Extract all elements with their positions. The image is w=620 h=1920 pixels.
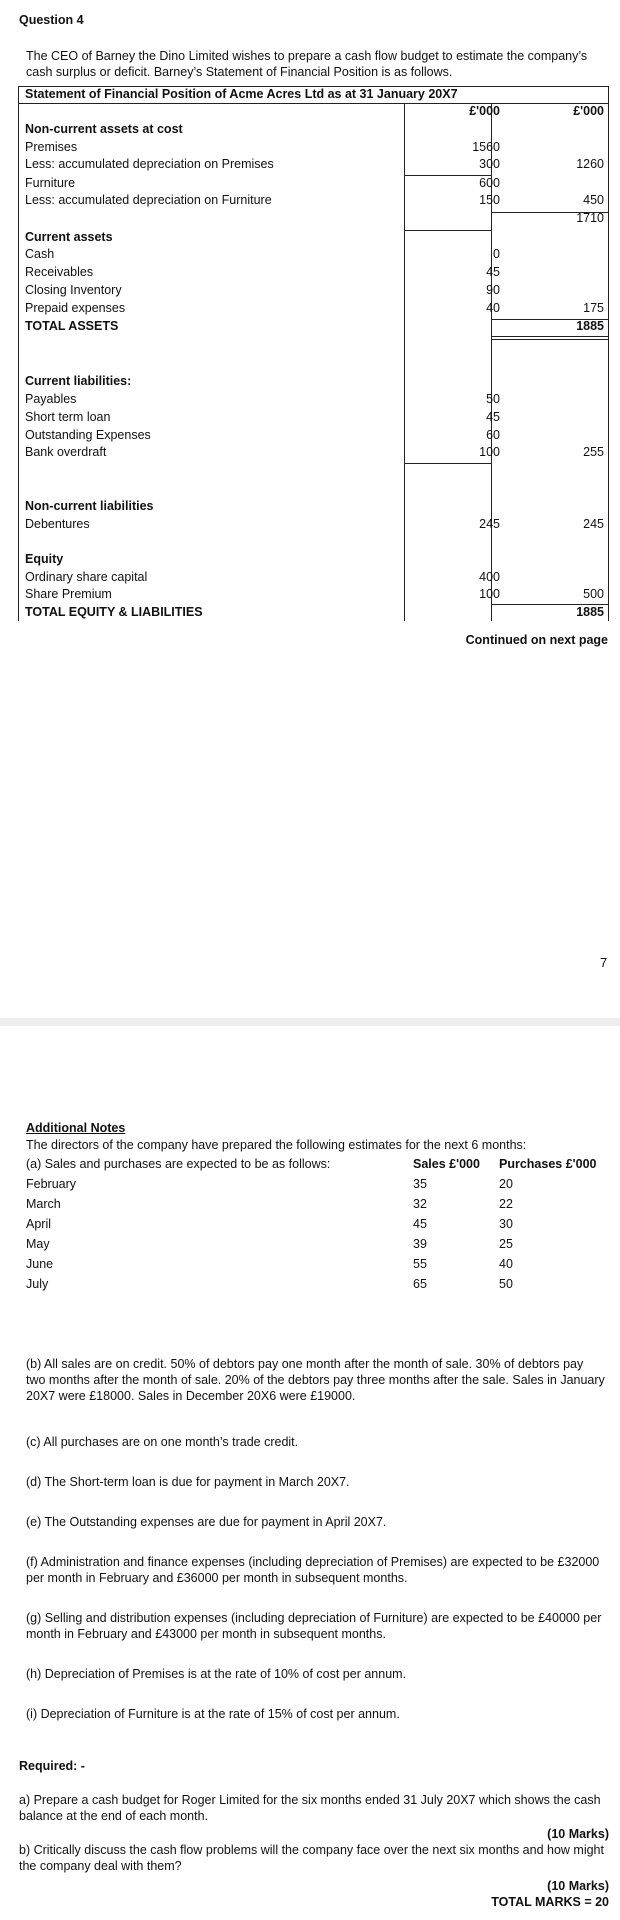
cash-value: 0: [493, 247, 500, 261]
month-row-sales: 65: [413, 1277, 427, 1291]
note-b: (b) All sales are on credit. 50% of debtors pay one month after the month of sale. 30% of debtors pay two months after the month of sale. 20% of the debtors pay three months after the sale. Sales in January 20X7 were £18000. Sales in December 20X6 were £19000.: [26, 1357, 605, 1403]
additional-notes-title: Additional Notes: [26, 1121, 126, 1135]
payables-value: 50: [486, 392, 500, 406]
noncurrent-liabilities-total: 245: [583, 517, 604, 531]
current-assets-total: 175: [583, 301, 604, 315]
marks-a: (10 Marks): [547, 1827, 609, 1841]
month-row-purchases: 25: [499, 1237, 513, 1251]
total-assets-label: TOTAL ASSETS: [25, 319, 119, 333]
bank-overdraft-label: Bank overdraft: [25, 445, 107, 459]
page-gap: [0, 1018, 620, 1026]
premises-label: Premises: [25, 140, 78, 154]
note-e: (e) The Outstanding expenses are due for payment in April 20X7.: [26, 1515, 387, 1529]
cash-label: Cash: [25, 247, 55, 261]
equity-heading: Equity: [25, 552, 64, 566]
noncurrent-assets-heading: Non-current assets at cost: [25, 122, 183, 136]
estimates-label: (a) Sales and purchases are expected to be as follows:: [26, 1157, 331, 1171]
sales-header: Sales £'000: [413, 1157, 480, 1171]
month-row-label: February: [26, 1177, 77, 1191]
share-premium-label: Share Premium: [25, 587, 112, 601]
question-title: Question 4: [19, 13, 84, 27]
furniture-label: Furniture: [25, 176, 76, 190]
dep-premises-label: Less: accumulated depreciation on Premises: [25, 157, 274, 171]
note-h: (h) Depreciation of Premises is at the rate of 10% of cost per annum.: [26, 1667, 407, 1681]
requirement-a: a) Prepare a cash budget for Roger Limited for the six months ended 31 July 20X7 which shows the cash balance at the end of each month.: [19, 1793, 601, 1823]
month-row-sales: 45: [413, 1217, 427, 1231]
month-row-sales: 35: [413, 1177, 427, 1191]
noncurrent-total: 1710: [576, 211, 604, 225]
dep-furniture-value: 150: [479, 193, 500, 207]
exam-page-2: [0, 1026, 620, 1920]
continued-note: Continued on next page: [465, 633, 608, 647]
prepaid-value: 40: [486, 301, 500, 315]
debentures-label: Debentures: [25, 517, 90, 531]
prepaid-label: Prepaid expenses: [25, 301, 126, 315]
note-f: (f) Administration and finance expenses (including depreciation of Premises) are expected to be £32000 per month in February and £36000 per month in subsequent months.: [26, 1555, 600, 1585]
total-marks: TOTAL MARKS = 20: [491, 1895, 609, 1909]
statement-title: Statement of Financial Position of Acme Acres Ltd as at 31 January 20X7: [25, 87, 458, 101]
closing-inventory-label: Closing Inventory: [25, 283, 122, 297]
furniture-value: 600: [479, 176, 500, 190]
marks-b: (10 Marks): [547, 1879, 609, 1893]
month-row-purchases: 40: [499, 1257, 513, 1271]
net-premises-value: 1260: [576, 157, 604, 171]
note-c: (c) All purchases are on one month’s trade credit.: [26, 1435, 299, 1449]
net-furniture-value: 450: [583, 193, 604, 207]
statement-of-financial-position-table: [18, 86, 609, 621]
month-row-purchases: 30: [499, 1217, 513, 1231]
bank-overdraft-value: 100: [479, 445, 500, 459]
equity-total: 500: [583, 587, 604, 601]
required-label: Required: -: [19, 1759, 85, 1773]
month-row-sales: 39: [413, 1237, 427, 1251]
month-row-label: March: [26, 1197, 61, 1211]
short-term-loan-value: 45: [486, 410, 500, 424]
note-g: (g) Selling and distribution expenses (including depreciation of Furniture) are expected to be £40000 per month in February and £43000 per month in subsequent months.: [26, 1611, 602, 1641]
total-equity-liabilities-label: TOTAL EQUITY & LIABILITIES: [25, 605, 203, 619]
col1-header: £'000: [469, 104, 500, 118]
share-premium-value: 100: [479, 587, 500, 601]
month-row-purchases: 20: [499, 1177, 513, 1191]
purchases-header: Purchases £'000: [499, 1157, 597, 1171]
share-capital-label: Ordinary share capital: [25, 570, 148, 584]
month-row-sales: 55: [413, 1257, 427, 1271]
premises-value: 1560: [472, 140, 500, 154]
share-capital-value: 400: [479, 570, 500, 584]
additional-notes-desc: The directors of the company have prepared the following estimates for the next 6 months:: [26, 1138, 527, 1152]
short-term-loan-label: Short term loan: [25, 410, 111, 424]
receivables-value: 45: [486, 265, 500, 279]
current-liabilities-total: 255: [583, 445, 604, 459]
month-row-label: June: [26, 1257, 54, 1271]
month-row-label: July: [26, 1277, 49, 1291]
current-assets-heading: Current assets: [25, 230, 113, 244]
receivables-label: Receivables: [25, 265, 94, 279]
month-row-sales: 32: [413, 1197, 427, 1211]
month-row-purchases: 50: [499, 1277, 513, 1291]
note-i: (i) Depreciation of Furniture is at the rate of 15% of cost per annum.: [26, 1707, 400, 1721]
month-row-purchases: 22: [499, 1197, 513, 1211]
requirement-b: b) Critically discuss the cash flow problems will the company face over the next six months and how might the company deal with them?: [19, 1843, 604, 1873]
intro-paragraph: The CEO of Barney the Dino Limited wishes to prepare a cash flow budget to estimate the company’s cash surplus or deficit. Barney’s Statement of Financial Position is as follows.: [26, 49, 588, 79]
closing-inventory-value: 90: [486, 283, 500, 297]
outstanding-expenses-value: 60: [486, 428, 500, 442]
month-row-label: April: [26, 1217, 52, 1231]
page-number: 7: [600, 955, 608, 970]
current-liabilities-heading: Current liabilities:: [25, 374, 132, 388]
total-assets-value: 1885: [576, 319, 604, 333]
debentures-value: 245: [479, 517, 500, 531]
payables-label: Payables: [25, 392, 77, 406]
note-d: (d) The Short-term loan is due for payment in March 20X7.: [26, 1475, 350, 1489]
month-row-label: May: [26, 1237, 50, 1251]
total-equity-liabilities-value: 1885: [576, 605, 604, 619]
noncurrent-liabilities-heading: Non-current liabilities: [25, 499, 154, 513]
dep-furniture-label: Less: accumulated depreciation on Furniture: [25, 193, 272, 207]
col2-header: £'000: [573, 104, 604, 118]
outstanding-expenses-label: Outstanding Expenses: [25, 428, 151, 442]
dep-premises-value: 300: [479, 157, 500, 171]
